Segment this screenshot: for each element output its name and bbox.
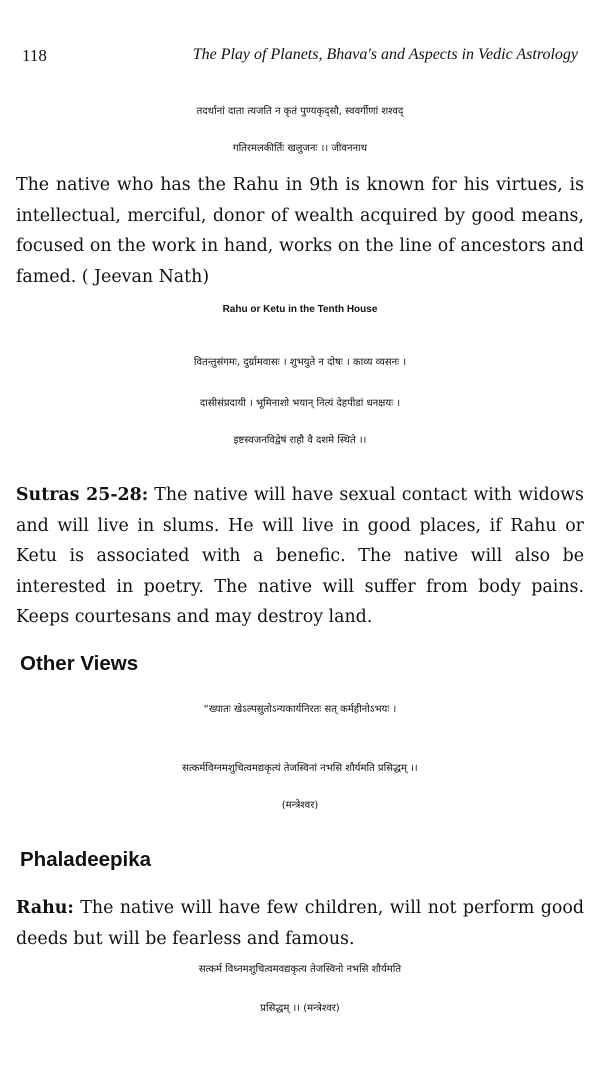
ninth-house-translation: The native who has the Rahu in 9th is known for his virtues, is intellectual, merciful, donor of wealth acquired by good means, focused on the work in hand, works on the line of ancestors and famed. ( Jeevan Nath) [16,175,584,287]
running-header [22,46,578,72]
tenth-house-verse-line-1: वितन्तुसंगमः, दुर्ग्रामवासः । शुभयुते न दोषः । काव्य व्यसनः । [193,357,407,368]
sutras-text: The native will have sexual contact with widows and will live in slums. He will live in good places, if Rahu or Ketu is associated with a benefic. The native will also be interested in poetry. The native will suffer from body pains. Keeps courtesans and may destroy land. [16,485,584,628]
phaladeepika-verse-line-2: प्रसिद्धम् ।। (मन्त्रेश्वर) [260,1003,340,1014]
page-number: 118 [22,46,47,65]
other-views-heading: Other Views [20,652,139,675]
sutras-label: Sutras 25-28: [16,485,149,505]
running-title: The Play of Planets, Bhava's and Aspects in Vedic Astrology [192,46,578,63]
other-views-verse-line-2: सत्कर्मविग्नमशुचित्वमद्यकृत्यं तेजस्विनां नभसि शौर्यमति प्रसिद्धम् ।। [182,763,418,774]
other-views-source: (मन्त्रेश्वर) [281,800,319,811]
tenth-house-verse-line-3: इष्टस्वजनविद्वेषं राहौ वै दशमे स्थिते ।। [233,435,367,446]
other-views-verse-line-1: “ख्यातः खेऽल्पसुतोऽन्यकार्यनिरतः सत् कर्महीनोऽभयः । [203,704,397,715]
tenth-house-heading: Rahu or Ketu in the Tenth House [222,304,378,315]
sutras-paragraph [16,480,584,633]
rahu-text: The native will have few children, will not perform good deeds but will be fearless and famous. [16,898,584,949]
tenth-house-verse-line-2: दासीसंप्रदायी । भूमिनाशो भयान् नित्यं देहपीडां धनक्षयः । [199,398,401,409]
phaladeepika-verse-line-1: सत्कर्म विध्नमशुचित्वमवद्यकृत्य तेजस्विनो नभसि शौर्यमति [198,964,402,975]
rahu-label: Rahu: [16,898,74,918]
ninth-house-verse-line-2: गतिरमलकीर्तिः खलुजनः ।। जीवननाथ [232,143,368,154]
phaladeepika-heading: Phaladeepika [20,848,152,871]
phaladeepika-paragraph [16,893,584,954]
ninth-house-verse-line-1: तदर्थानां दाता त्यजति न कृतं पुण्यकृद्सौ, स्ववर्गीणां शश्वद् [196,106,404,117]
